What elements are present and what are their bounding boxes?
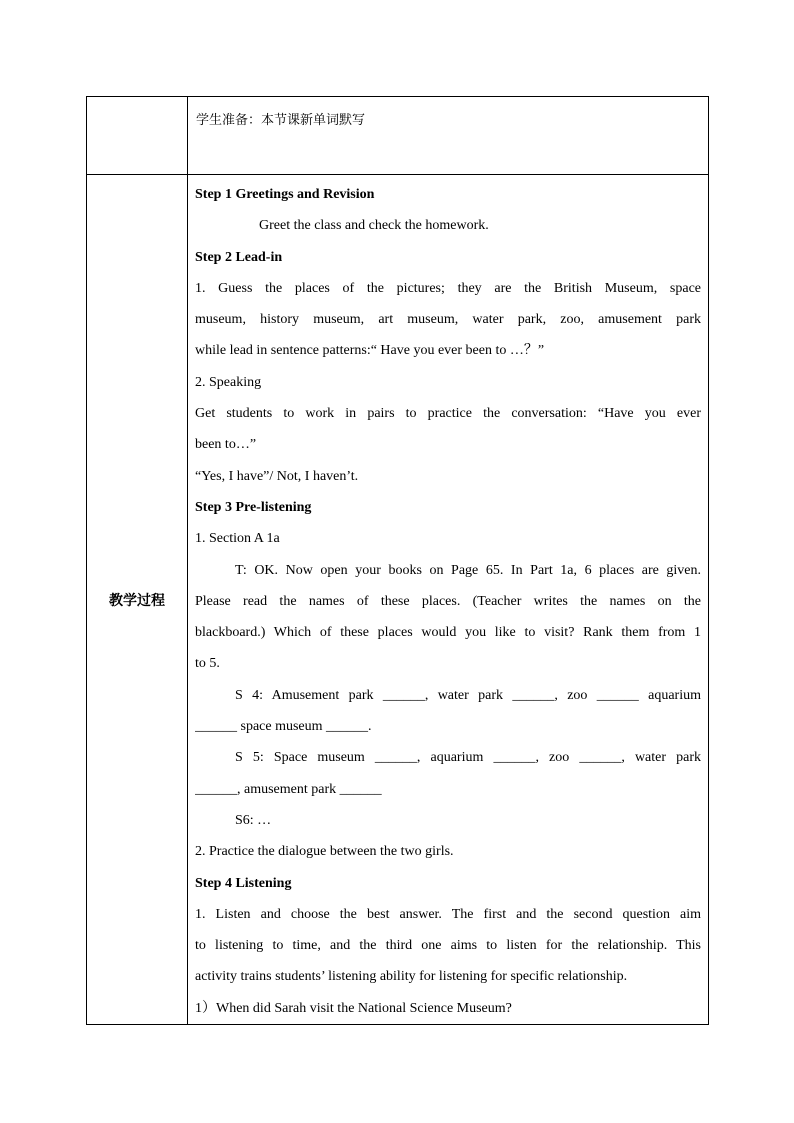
lesson-plan-table [86, 96, 709, 1025]
step-1-heading: Step 1 Greetings and Revision [195, 187, 375, 202]
paragraph-line: ______ space museum ______. [195, 719, 372, 735]
student-preparation-row [87, 97, 709, 175]
student-preparation-cell [188, 97, 709, 175]
teaching-process-label: 教学过程 [109, 592, 165, 609]
step-3-heading: Step 3 Pre-listening [195, 499, 312, 515]
paragraph-line: 2. Practice the dialogue between the two girls. [195, 844, 454, 860]
step-4-heading: Step 4 Listening [195, 875, 292, 891]
paragraph-line: 2. Speaking [195, 374, 262, 390]
paragraph-line: “Yes, I have”/ Not, I haven’t. [195, 468, 359, 484]
teaching-process-label-cell [87, 175, 188, 1025]
paragraph-line: Please read the names of these places. (Teacher writes the names on the [195, 593, 701, 609]
paragraph-line: S 5: Space museum ______, aquarium ______, zoo ______, water park [235, 750, 701, 766]
paragraph-line: while lead in sentence patterns:“ Have you ever been to …？” [195, 343, 545, 359]
paragraph-line: to listening to time, and the third one aims to listen for the relationship. This [195, 938, 701, 954]
paragraph-line: activity trains students’ listening ability for listening for specific relationship. [195, 969, 628, 985]
paragraph-line: 1）When did Sarah visit the National Science Museum? [195, 1000, 512, 1016]
step-2-heading: Step 2 Lead-in [195, 249, 283, 265]
paragraph-line: S 4: Amusement park ______, water park ______, zoo ______ aquarium [235, 687, 701, 703]
teaching-process-content [188, 175, 709, 1025]
paragraph-line: Get students to work in pairs to practice the conversation: “Have you ever [195, 406, 701, 422]
paragraph-line: 1. Section A 1a [195, 531, 280, 547]
paragraph-line: ______, amusement park ______ [195, 781, 382, 797]
paragraph-line: S6: … [235, 812, 272, 828]
paragraph-line: museum, history museum, art museum, water park, zoo, amusement park [195, 312, 701, 328]
teaching-process-row [87, 175, 709, 1025]
paragraph-line: Greet the class and check the homework. [259, 218, 489, 234]
paragraph-line: to 5. [195, 656, 220, 672]
paragraph-line: blackboard.) Which of these places would you like to visit? Rank them from 1 [195, 625, 701, 641]
student-preparation-label-cell [87, 97, 188, 175]
paragraph-line: been to…” [195, 437, 257, 453]
paragraph-line: T: OK. Now open your books on Page 65. In Part 1a, 6 places are given. [235, 562, 701, 578]
paragraph-line: 1. Guess the places of the pictures; they are the British Museum, space [195, 280, 701, 296]
student-preparation-text: 学生准备：本节课新单词默写 [196, 113, 366, 128]
paragraph-line: 1. Listen and choose the best answer. The first and the second question aim [195, 906, 701, 922]
